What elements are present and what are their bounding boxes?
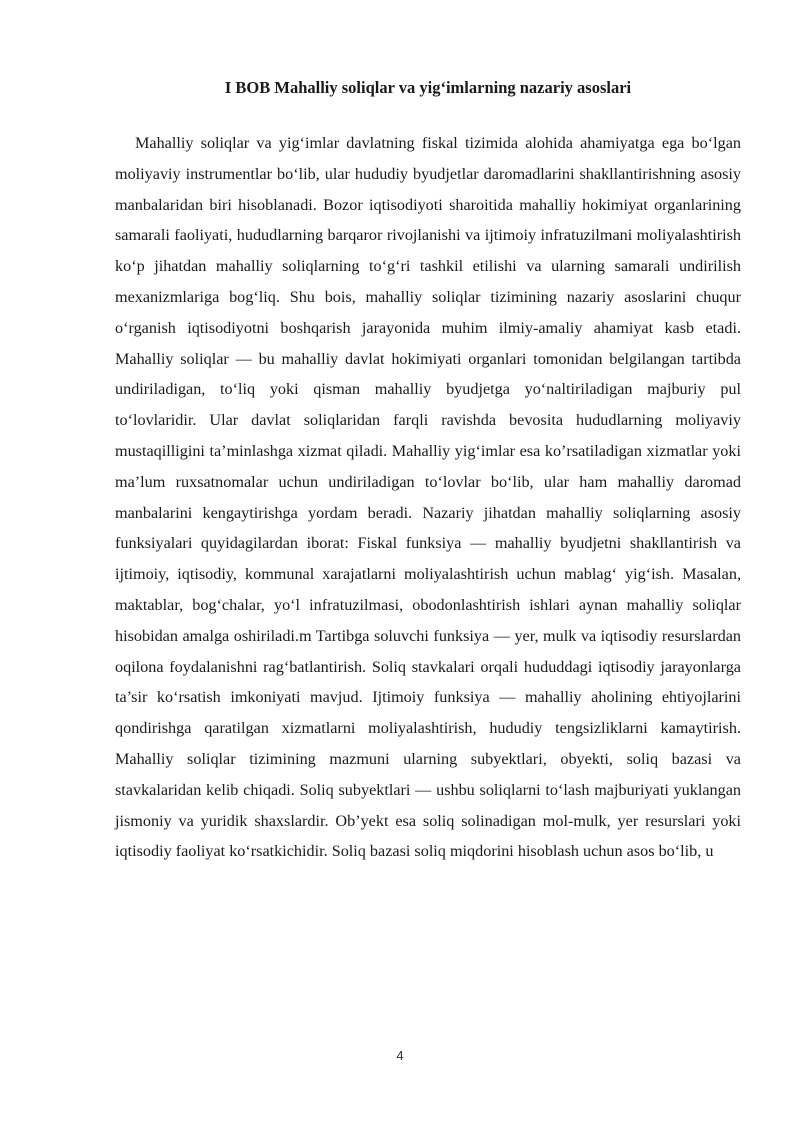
chapter-title: I BOB Mahalliy soliqlar va yig‘imlarning nazariy asoslari [224,78,632,97]
body-paragraph: Mahalliy soliqlar va yig‘imlar davlatning fiskal tizimida alohida ahamiyatga ega bo‘lgan moliyaviy instrumentlar bo‘lib, ular hududiy byudjetlar daromadlarini shakllantirishning asosiy manbalaridan biri hisoblanadi. Bozor iqtisodiyoti sharoitida mahalliy hokimiyat organlarining samarali faoliyati, hududlarning barqaror rivojlanishi va ijtimoiy infratuzilmani moliyalashtirish ko‘p jihatdan mahalliy soliqlarning to‘g‘ri tashkil etilishi va ularning samarali undirilish mexanizmlariga bog‘liq. Shu bois, mahalliy soliqlar tizimining nazariy asoslarini chuqur o‘rganish iqtisodiyotni boshqarish jarayonida muhim ilmiy-amaliy ahamiyat kasb etadi. Mahalliy soliqlar — bu mahalliy davlat hokimiyati organlari tomonidan belgilangan tartibda undiriladigan, to‘liq yoki qisman mahalliy byudjetga yo‘naltiriladigan majburiy pul to‘lovlaridir. Ular davlat soliqlaridan farqli ravishda bevosita hududlarning moliyaviy mustaqilligini ta’minlashga xizmat qiladi. Mahalliy yig‘imlar esa ko’rsatiladigan xizmatlar yoki ma’lum ruxsatnomalar uchun undiriladigan to‘lovlar bo‘lib, ular ham mahalliy daromad manbalarini kengaytirishga yordam beradi. Nazariy jihatdan mahalliy soliqlarning asosiy funksiyalari quyidagilardan iborat: Fiskal funksiya — mahalliy byudjetni shakllantirish va ijtimoiy, iqtisodiy, kommunal xarajatlarni moliyalashtirish uchun mablag‘ yig‘ish. Masalan, maktablar, bog‘chalar, yo‘l infratuzilmasi, obodonlashtirish ishlari aynan mahalliy soliqlar hisobidan amalga oshiriladi.m Tartibga soluvchi funksiya — yer, mulk va iqtisodiy resurslardan oqilona foydalanishni rag‘batlantirish. Soliq stavkalari orqali hududdagi iqtisodiy jarayonlarga ta’sir ko‘rsatish imkoniyati mavjud. Ijtimoiy funksiya — mahalliy aholining ehtiyojlarini qondirishga qaratilgan xizmatlarni moliyalashtirish, hududiy tengsizliklarni kamaytirish. Mahalliy soliqlar tizimining mazmuni ularning subyektlari, obyekti, soliq bazasi va stavkalaridan kelib chiqadi. Soliq subyektlari — ushbu soliqlarni to‘lash majburiyati yuklangan jismoniy va yuridik shaxslardir. Ob’yekt esa soliq solinadigan mol-mulk, yer resurslari yoki iqtisodiy faoliyat ko‘rsatkichidir. Soliq bazasi soliq miqdorini hisoblash uchun asos bo‘lib, u [115,134,741,861]
page-number: 4 [396,1048,404,1063]
